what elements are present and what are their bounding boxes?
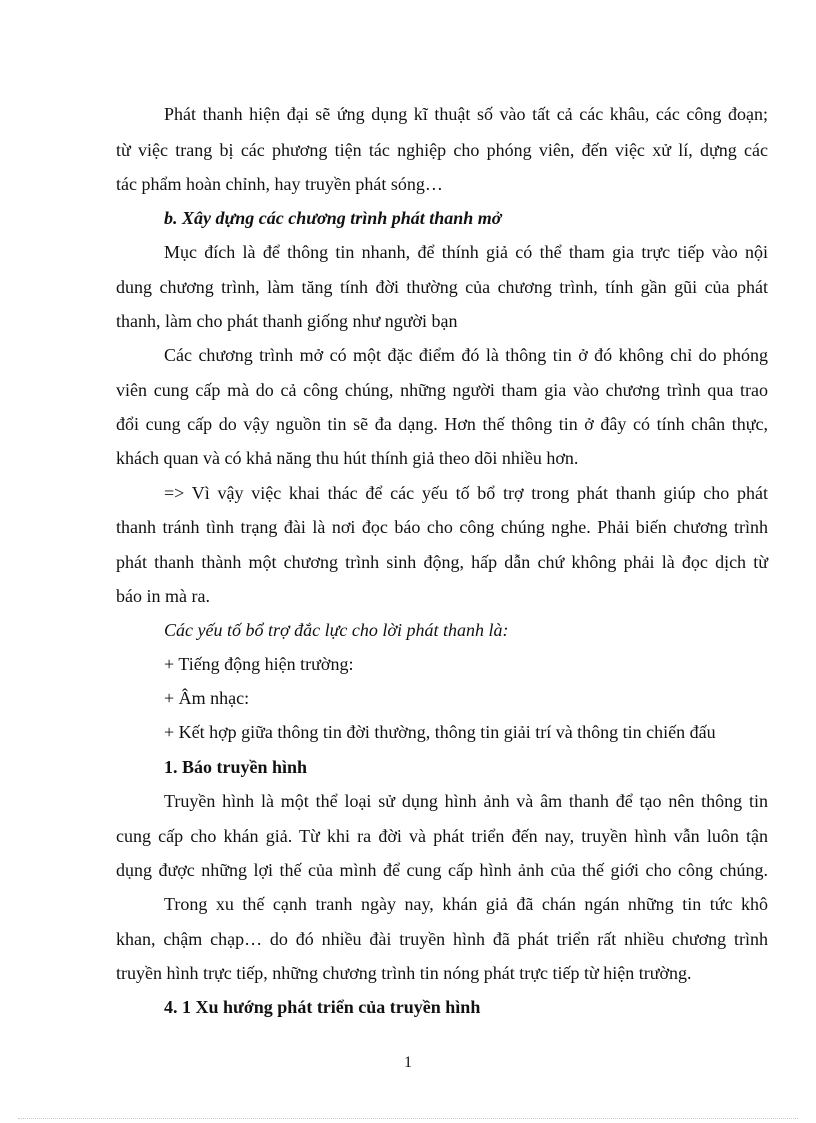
paragraph-line: đổi cung cấp do vậy nguồn tin sẽ đa dạng. Hơn thế thông tin ở đây có tính chân thực, [116, 414, 768, 434]
support-intro: Các yếu tố bổ trợ đắc lực cho lời phát thanh là: [164, 620, 509, 640]
paragraph-line: thanh, làm cho phát thanh giống như người bạn [116, 311, 458, 331]
paragraph-line: báo in mà ra. [116, 586, 210, 606]
paragraph-line: khách quan và có khả năng thu hút thính giả theo dõi nhiều hơn. [116, 448, 579, 468]
paragraph-line: cung cấp cho khán giả. Từ khi ra đời và phát triển đến nay, truyền hình vẫn luôn tận [116, 826, 768, 846]
paragraph-line: Mục đích là để thông tin nhanh, để thính giả có thể tham gia trực tiếp vào nội [164, 242, 768, 262]
list-item: + Kết hợp giữa thông tin đời thường, thông tin giải trí và thông tin chiến đấu [164, 722, 716, 742]
paragraph-line: khan, chậm chạp… do đó nhiều đài truyền hình đã phát triển rất nhiều chương trình [116, 929, 768, 949]
list-item: + Âm nhạc: [164, 688, 250, 708]
paragraph-line: Các chương trình mở có một đặc điểm đó là thông tin ở đó không chỉ do phóng [164, 345, 768, 365]
paragraph-line: Trong xu thế cạnh tranh ngày nay, khán giả đã chán ngán những tin tức khô [164, 894, 768, 914]
paragraph-line: từ việc trang bị các phương tiện tác nghiệp cho phóng viên, đến việc xử lí, dựng các [116, 140, 768, 160]
paragraph-line: thanh tránh tình trạng đài là nơi đọc báo cho công chúng nghe. Phải biến chương trình [116, 517, 768, 537]
paragraph-line: dụng được những lợi thế của mình để cung cấp hình ảnh của thế giới cho công chúng. [116, 860, 768, 880]
paragraph-line: Phát thanh hiện đại sẽ ứng dụng kĩ thuật số vào tất cả các khâu, các công đoạn; [164, 104, 768, 124]
paragraph-line: Truyền hình là một thể loại sử dụng hình ảnh và âm thanh để tạo nên thông tin [164, 791, 768, 811]
paragraph-line: truyền hình trực tiếp, những chương trình tin nóng phát trực tiếp từ hiện trường. [116, 963, 692, 983]
page-number: 1 [404, 1054, 412, 1071]
section-heading-1: 1. Báo truyền hình [164, 757, 308, 777]
paragraph-line: dung chương trình, làm tăng tính đời thường của chương trình, tính gần gũi của phát [116, 277, 768, 297]
paragraph-line: tác phẩm hoàn chỉnh, hay truyền phát sóng… [116, 174, 443, 194]
section-heading-4-1: 4. 1 Xu hướng phát triển của truyền hình [164, 997, 481, 1017]
paragraph-line: => Vì vậy việc khai thác để các yếu tố bổ trợ trong phát thanh giúp cho phát [164, 483, 768, 503]
page-bottom-divider [18, 1118, 798, 1119]
list-item: + Tiếng động hiện trường: [164, 654, 354, 674]
paragraph-line: viên cung cấp mà do cả công chúng, những người tham gia vào chương trình qua trao [116, 380, 768, 400]
section-heading-b: b. Xây dựng các chương trình phát thanh mở [164, 208, 502, 228]
paragraph-line: phát thanh thành một chương trình sinh động, hấp dẫn chứ không phải là đọc dịch từ [116, 552, 768, 572]
